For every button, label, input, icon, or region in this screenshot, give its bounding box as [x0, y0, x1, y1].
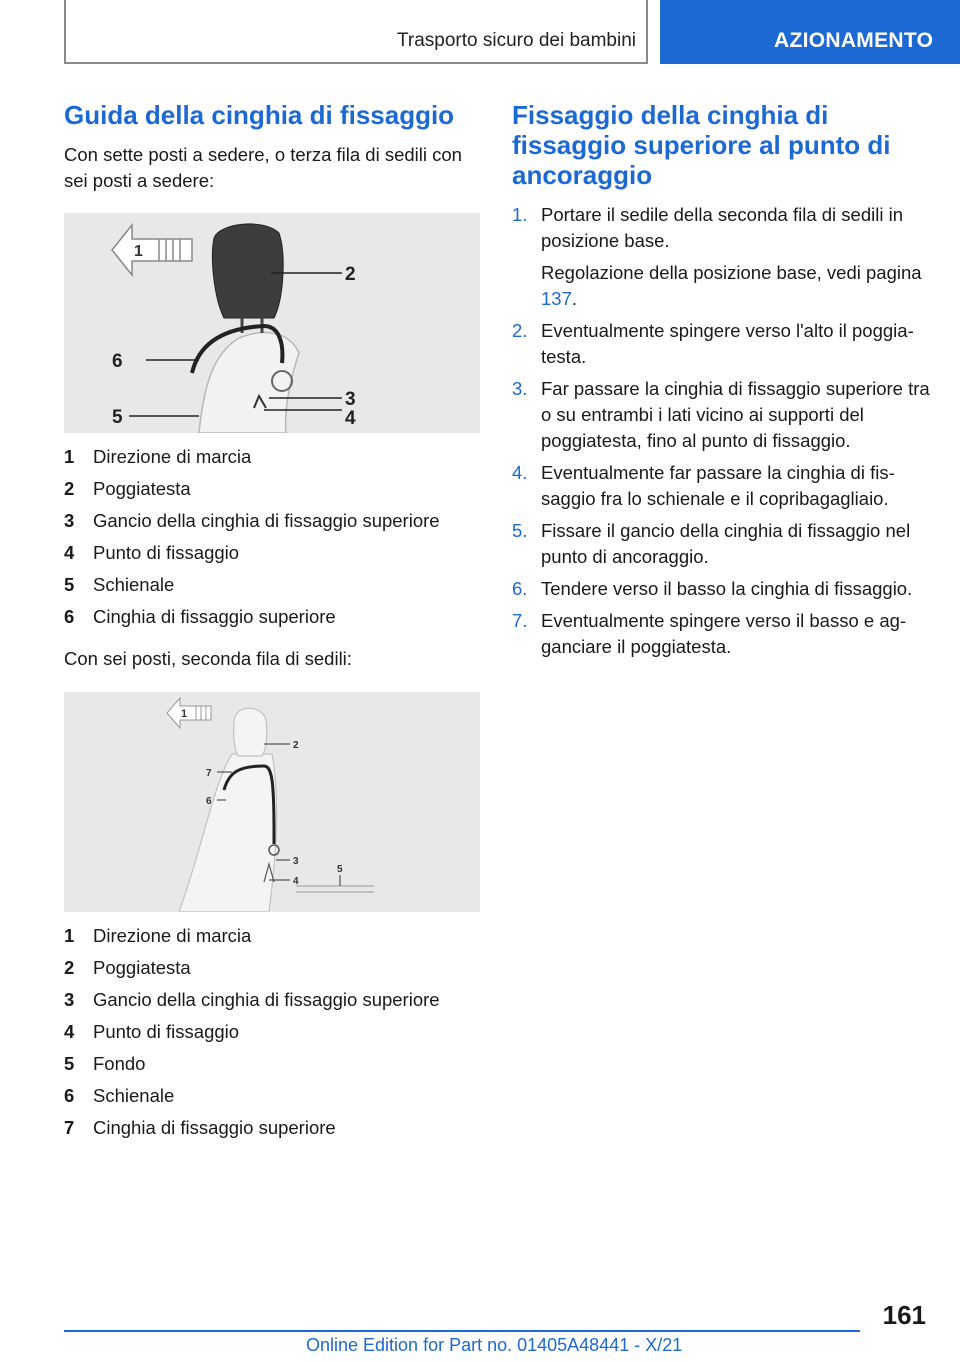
right-column [512, 100, 932, 666]
step-text: Eventualmente spingere verso il basso e agganciare il poggiatesta. [541, 610, 907, 657]
legend-item [64, 952, 482, 984]
legend-text: Cinghia di fissaggio superiore [93, 606, 336, 627]
step-number: 1. [512, 204, 528, 225]
legend-text: Punto di fissaggio [93, 542, 240, 563]
step-number: 3. [512, 378, 528, 399]
callout-2: 2 [293, 740, 299, 751]
callout-4: 4 [345, 408, 356, 429]
legend-text: Schienale [93, 1085, 175, 1106]
callout-7: 7 [206, 768, 212, 779]
callout-2: 2 [345, 264, 356, 285]
legend-number: 7 [64, 1117, 75, 1138]
legend-number: 2 [64, 478, 75, 499]
step-item [512, 460, 932, 512]
step-item [512, 608, 932, 660]
step-number: 2. [512, 320, 528, 341]
legend-number: 3 [64, 510, 75, 531]
step-number: 6. [512, 578, 528, 599]
legend-number: 5 [64, 574, 75, 595]
legend-item [64, 537, 482, 569]
step-text: Tendere verso il basso la cinghia di fissaggio. [541, 578, 913, 599]
step-item [512, 318, 932, 370]
legend-item [64, 569, 482, 601]
legend-number: 1 [64, 925, 75, 946]
left-column [64, 100, 482, 1144]
legend-text: Poggiatesta [93, 957, 191, 978]
callout-3: 3 [293, 856, 299, 867]
step-note [541, 260, 932, 312]
step-number: 5. [512, 520, 528, 541]
step-text: Fissare il gancio della cinghia di fissaggio nel punto di ancoraggio. [541, 520, 911, 567]
legend-text: Direzione di marcia [93, 925, 252, 946]
legend-item [64, 1080, 482, 1112]
footer-edition: Online Edition for Part no. 01405A48441 - X/21 [306, 1335, 683, 1355]
legend-list-2 [64, 920, 482, 1144]
legend-list-1 [64, 441, 482, 633]
legend-text: Gancio della cinghia di fissaggio superiore [93, 989, 440, 1010]
legend-item [64, 473, 482, 505]
callout-3: 3 [345, 389, 356, 410]
legend-item [64, 505, 482, 537]
legend-item [64, 1112, 482, 1144]
step-text: Far passare la cinghia di fissaggio superiore tra o su entrambi i lati vicino ai supporti del poggiatesta, fino al punto di fissaggio. [541, 378, 930, 451]
legend-number: 6 [64, 1085, 75, 1106]
footer-divider [64, 1330, 860, 1332]
legend-number: 4 [64, 542, 75, 563]
svg-text:1: 1 [134, 243, 143, 260]
callout-6: 6 [112, 351, 123, 372]
step-item [512, 518, 932, 570]
legend-item [64, 1016, 482, 1048]
legend-item [64, 601, 482, 633]
legend-text: Schienale [93, 574, 175, 595]
callout-5: 5 [337, 864, 343, 875]
legend-number: 5 [64, 1053, 75, 1074]
left-intro-2: Con sei posti, seconda fila di sedili: [64, 648, 352, 669]
chapter-tab-label: AZIONAMENTO [774, 29, 934, 52]
figure-seat-second-row [64, 692, 480, 912]
legend-number: 1 [64, 446, 75, 467]
section-title: Trasporto sicuro dei bambini [396, 30, 636, 51]
legend-text: Direzione di marcia [93, 446, 252, 467]
step-item [512, 576, 932, 602]
legend-text: Poggiatesta [93, 478, 191, 499]
legend-text: Cinghia di fissaggio superiore [93, 1117, 336, 1138]
legend-text: Gancio della cinghia di fissaggio superiore [93, 510, 440, 531]
step-item [512, 202, 932, 312]
legend-text: Fondo [93, 1053, 146, 1074]
legend-item [64, 920, 482, 952]
chapter-tab[interactable] [660, 0, 960, 64]
seat-illustration-2 [64, 692, 480, 912]
legend-number: 2 [64, 957, 75, 978]
right-heading: Fissaggio della cinghia di fissaggio superiore al punto di ancoraggio [512, 100, 891, 190]
callout-5: 5 [112, 407, 123, 428]
step-text: Eventualmente spingere verso l'alto il poggiatesta. [541, 320, 914, 367]
step-text: Eventualmente far passare la cinghia di fissaggio fra lo schienale e il copribagagliaio. [541, 462, 895, 509]
left-heading: Guida della cinghia di fissaggio [64, 100, 455, 130]
legend-number: 6 [64, 606, 75, 627]
legend-number: 4 [64, 1021, 75, 1042]
callout-6: 6 [206, 796, 212, 807]
legend-item [64, 441, 482, 473]
legend-item [64, 984, 482, 1016]
legend-number: 3 [64, 989, 75, 1010]
step-note-suffix: . [571, 288, 578, 309]
step-item [512, 376, 932, 454]
page-link[interactable]: 137 [541, 288, 572, 309]
legend-text: Punto di fissaggio [93, 1021, 240, 1042]
steps-list [512, 202, 932, 660]
step-note-text: Regolazione della posizione base, vedi pagina [541, 262, 922, 283]
left-intro: Con sette posti a sedere, o terza fila di sedili con sei posti a sedere: [64, 144, 462, 191]
step-text: Portare il sedile della seconda fila di sedili in posizione base. [541, 204, 903, 251]
legend-item [64, 1048, 482, 1080]
page-number: 161 [882, 1300, 926, 1330]
step-number: 7. [512, 610, 528, 631]
callout-4: 4 [293, 876, 299, 887]
figure-seat-third-row [64, 213, 480, 433]
step-number: 4. [512, 462, 528, 483]
header-section-box [64, 0, 648, 64]
seat-illustration-1 [64, 213, 480, 433]
svg-text:1: 1 [181, 708, 188, 720]
